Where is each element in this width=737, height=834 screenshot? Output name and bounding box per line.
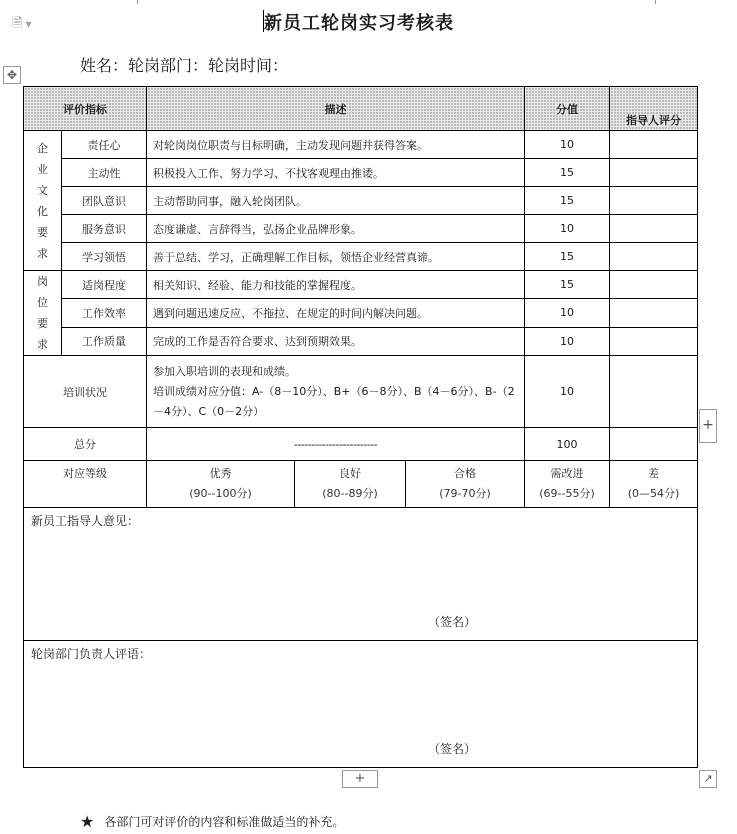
criterion-cell[interactable]: 适岗程度	[62, 271, 147, 299]
mentor-score-input[interactable]	[610, 271, 698, 299]
training-label[interactable]: 培训状况	[24, 356, 147, 428]
score-cell[interactable]: 10	[525, 327, 610, 355]
mentor-score-input[interactable]	[610, 356, 698, 428]
header-description[interactable]	[147, 87, 525, 131]
description-cell[interactable]: 遇到问题迅速反应、不拖拉、在规定的时间内解决问题。	[147, 299, 525, 327]
description-cell[interactable]: 善于总结、学习，正确理解工作目标，领悟企业经营真谛。	[147, 243, 525, 271]
grade-name: 良好	[339, 467, 361, 480]
mentor-opinion-field[interactable]	[24, 508, 698, 641]
add-row-button[interactable]: +	[342, 770, 378, 788]
description-cell[interactable]: 主动帮助同事，融入轮岗团队。	[147, 187, 525, 215]
description-cell[interactable]: 积极投入工作、努力学习、不找客观理由推诿。	[147, 159, 525, 187]
criterion-cell[interactable]: 服务意识	[62, 215, 147, 243]
score-cell[interactable]: 10	[525, 299, 610, 327]
dept-signature-label: （签名）	[428, 742, 477, 756]
description-cell[interactable]: 态度谦虚、言辞得当，弘扬企业品牌形象。	[147, 215, 525, 243]
grade-label[interactable]: 对应等级	[24, 461, 147, 508]
criterion-cell[interactable]: 工作效率	[62, 299, 147, 327]
grade-good[interactable]	[295, 461, 406, 508]
mentor-opinion-label: 新员工指导人意见：	[31, 514, 140, 528]
footnote[interactable]	[80, 812, 344, 831]
mentor-score-input[interactable]	[610, 131, 698, 159]
document-title[interactable]: 新员工轮岗实习考核表	[264, 13, 454, 34]
grade-range: (90--100分)	[189, 487, 252, 500]
grade-name: 差	[648, 467, 660, 480]
score-cell[interactable]: 10	[525, 131, 610, 159]
grade-range: (79-70分)	[439, 487, 491, 500]
dept-opinion-field[interactable]	[24, 641, 698, 768]
description-cell[interactable]: 相关知识、经验、能力和技能的掌握程度。	[147, 271, 525, 299]
mentor-score-input[interactable]	[610, 187, 698, 215]
mentor-total-input[interactable]	[610, 428, 698, 461]
header-criteria[interactable]	[24, 87, 147, 131]
header-score-label: 分值	[556, 102, 579, 116]
grade-name: 优秀	[209, 467, 232, 480]
training-line-2: 培训成绩对应分值：A-（8－10分）、B+（6－8分）、B（4－6分）、B-（2－4分）、C（0－2分）	[153, 384, 515, 418]
employee-info-line[interactable]: 姓名：轮岗部门：轮岗时间：	[80, 56, 289, 75]
table-move-handle-icon[interactable]: ✥	[3, 66, 21, 84]
group-culture-label: 企 业 文 化 要 求	[37, 141, 48, 260]
header-description-label: 描述	[324, 102, 347, 116]
mentor-signature-label: （签名）	[428, 615, 477, 629]
chevron-down-icon[interactable]: ▼	[25, 20, 32, 29]
group-position-label: 岗 位 要 求	[37, 275, 48, 351]
total-dashes[interactable]: ------------------------	[147, 428, 525, 461]
grade-name: 合格	[454, 467, 477, 480]
grade-name: 需改进	[550, 467, 584, 480]
score-cell[interactable]: 15	[525, 243, 610, 271]
document-icon[interactable]: 🗎 ▼	[12, 16, 32, 31]
footnote-text: 各部门可对评价的内容和标准做适当的补充。	[104, 815, 345, 829]
criterion-cell[interactable]: 工作质量	[62, 327, 147, 355]
grade-range: (80--89分)	[322, 487, 378, 500]
mentor-score-input[interactable]	[610, 215, 698, 243]
training-description[interactable]	[147, 356, 525, 428]
mentor-score-input[interactable]	[610, 299, 698, 327]
grade-excellent[interactable]	[147, 461, 295, 508]
header-mentor-label: 指导人评分	[626, 114, 682, 127]
header-score[interactable]	[525, 87, 610, 131]
page-corner-mark-left	[137, 0, 138, 4]
add-column-button[interactable]: +	[699, 409, 717, 443]
table-resize-icon[interactable]: ↗	[699, 770, 717, 788]
score-cell[interactable]: 15	[525, 187, 610, 215]
page-corner-mark-right	[655, 0, 656, 4]
description-cell[interactable]: 对轮岗岗位职责与目标明确，主动发现问题并获得答案。	[147, 131, 525, 159]
grade-needs-improvement[interactable]	[525, 461, 610, 508]
criterion-cell[interactable]: 主动性	[62, 159, 147, 187]
criterion-cell[interactable]: 责任心	[62, 131, 147, 159]
score-cell[interactable]: 15	[525, 271, 610, 299]
header-mentor-score[interactable]	[610, 87, 698, 131]
training-line-1: 参加入职培训的表现和成绩。	[153, 364, 296, 378]
evaluation-table	[23, 86, 698, 768]
dept-opinion-label: 轮岗部门负责人评语：	[31, 647, 152, 661]
grade-range: (69--55分)	[539, 487, 595, 500]
score-cell[interactable]: 15	[525, 159, 610, 187]
header-criteria-label: 评价指标	[63, 102, 107, 116]
description-cell[interactable]: 完成的工作是否符合要求、达到预期效果。	[147, 327, 525, 355]
group-culture-requirements[interactable]	[24, 131, 62, 271]
mentor-score-input[interactable]	[610, 159, 698, 187]
grade-range: (0—54分)	[627, 487, 680, 500]
total-score[interactable]: 100	[525, 428, 610, 461]
mentor-score-input[interactable]	[610, 327, 698, 355]
star-icon: ★	[80, 812, 95, 831]
grade-pass[interactable]	[406, 461, 525, 508]
criterion-cell[interactable]: 学习领悟	[62, 243, 147, 271]
grade-poor[interactable]	[610, 461, 698, 508]
score-cell[interactable]: 10	[525, 215, 610, 243]
group-position-requirements[interactable]	[24, 271, 62, 356]
total-label[interactable]: 总分	[24, 428, 147, 461]
mentor-score-input[interactable]	[610, 243, 698, 271]
training-score[interactable]: 10	[525, 356, 610, 428]
criterion-cell[interactable]: 团队意识	[62, 187, 147, 215]
